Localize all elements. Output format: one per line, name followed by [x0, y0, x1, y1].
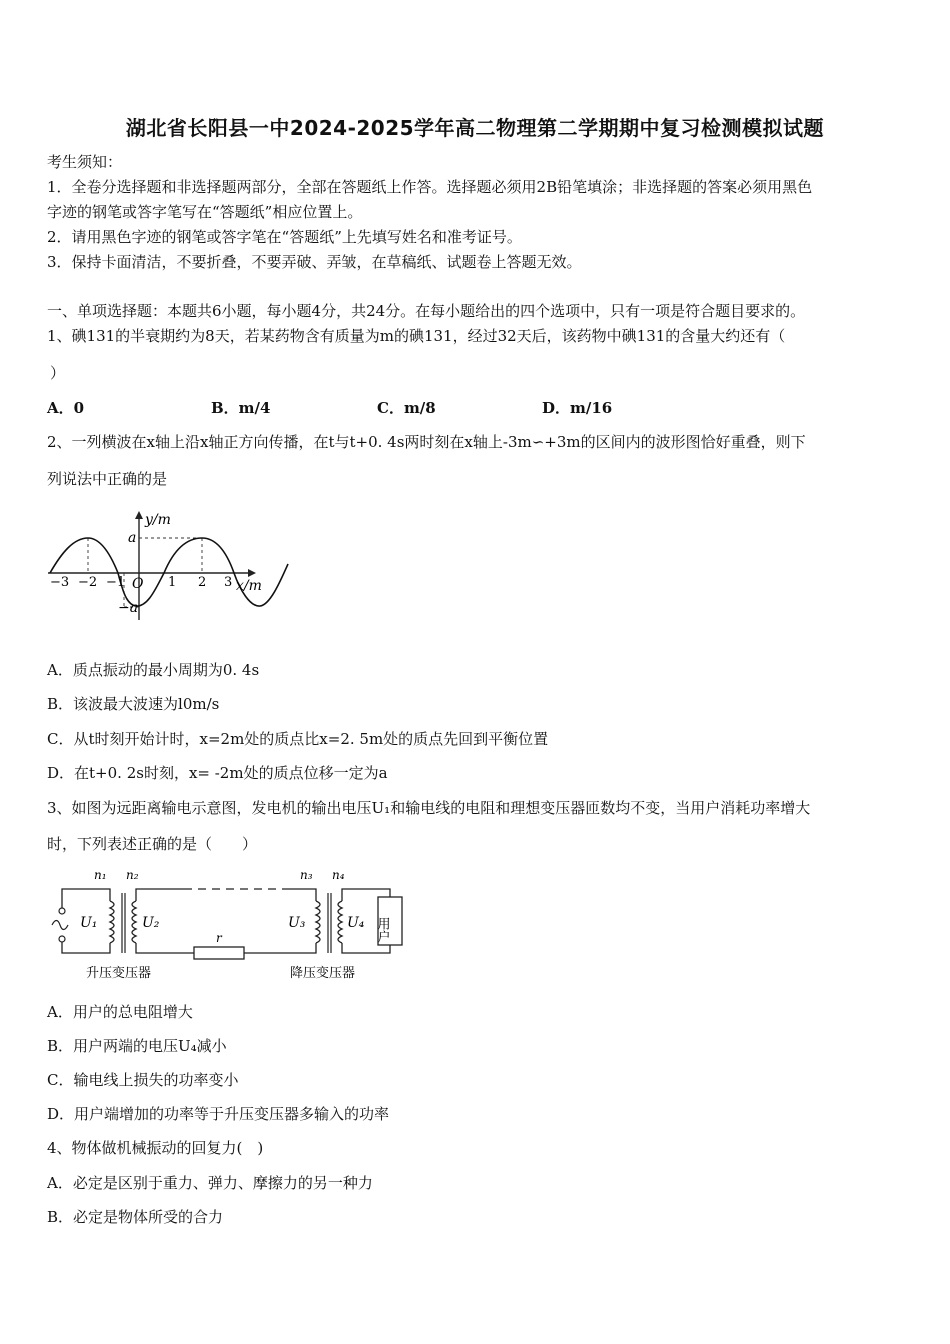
line-wire: [244, 943, 316, 953]
section-heading: 一、单项选择题：本题共6小题，每小题4分，共24分。在每小题给出的四个选项中，只有一项是符合题目要求的。: [47, 302, 806, 320]
tick-label: 3: [224, 575, 233, 590]
q4-option-b[interactable]: B．必定是物体所受的合力: [47, 1208, 224, 1226]
q4-option-a[interactable]: A．必定是区别于重力、弹力、摩擦力的另一种力: [47, 1174, 373, 1192]
q3-stem-line-2: 时，下列表述正确的是（ ）: [47, 835, 258, 853]
q1-option-c[interactable]: C．m/8: [377, 399, 436, 417]
coil-n4-icon: [338, 901, 342, 943]
q2-stem-line-1: 2、一列横波在x轴上沿x轴正方向传播，在t与t+0. 4s两时刻在x轴上-3m∽+3m的区间内的波形图恰好重叠，则下: [47, 433, 806, 451]
q3-stem-line-1: 3、如图为远距离输电示意图，发电机的输出电压U₁和输电线的电阻和理想变压器匝数均不变，当用户消耗功率增大: [47, 799, 811, 817]
terminal-bottom: [59, 936, 65, 942]
q3-option-b[interactable]: B．用户两端的电压U₄减小: [47, 1037, 227, 1055]
line-resistor-icon: [194, 947, 244, 959]
coil-n3-icon: [316, 901, 320, 943]
q1-option-d[interactable]: D．m/16: [542, 399, 613, 417]
primary-wire: [62, 889, 110, 908]
q3-option-a[interactable]: A．用户的总电阻增大: [47, 1003, 193, 1021]
coil-n2-icon: [132, 901, 136, 943]
transmission-figure: [44, 865, 404, 985]
resistance-label: r: [216, 931, 222, 945]
notice-heading: 考生须知：: [47, 153, 123, 171]
primary-wire: [62, 942, 110, 953]
q4-stem: 4、物体做机械振动的回复力( ): [47, 1139, 264, 1157]
tick-label: 2: [198, 575, 207, 590]
q2-option-c[interactable]: C．从t时刻开始计时，x=2m处的质点比x=2. 5m处的质点先回到平衡位置: [47, 730, 549, 748]
u2-label: U₂: [142, 915, 160, 931]
q3-option-d[interactable]: D．用户端增加的功率等于升压变压器多输入的功率: [47, 1105, 390, 1123]
tick-label: 1: [168, 575, 177, 590]
wave-figure: [44, 508, 294, 628]
amplitude-positive-label: a: [128, 530, 137, 546]
line-wire: [136, 889, 184, 901]
ac-source-icon: [52, 921, 68, 930]
step-up-label: 升压变压器: [86, 966, 152, 981]
u1-label: U₁: [80, 915, 98, 931]
q2-stem-line-2: 列说法中正确的是: [47, 470, 168, 488]
q2-option-d[interactable]: D．在t+0. 2s时刻，x= -2m处的质点位移一定为a: [47, 764, 388, 782]
terminal-top: [59, 908, 65, 914]
notice-item-3: 3．保持卡面清洁，不要折叠，不要弄破、弄皱，在草稿纸、试题卷上答题无效。: [47, 253, 582, 271]
x-axis-label: x/m: [236, 578, 262, 594]
y-axis-label: y/m: [145, 512, 171, 528]
n4-label: n₄: [332, 868, 345, 882]
q1-options: [47, 397, 907, 419]
q1-option-a[interactable]: A．0: [47, 399, 85, 417]
tick-label: −1: [106, 575, 126, 590]
coil-n1-icon: [110, 901, 114, 943]
n3-label: n₃: [300, 868, 313, 882]
tick-label: −2: [78, 575, 98, 590]
n2-label: n₂: [126, 868, 139, 882]
line-wire: [290, 889, 316, 901]
origin-label: O: [132, 576, 144, 592]
u3-label: U₃: [288, 915, 306, 931]
notice-item-1-line-1: 1．全卷分选择题和非选择题两部分，全部在答题纸上作答。选择题必须用2B铅笔填涂；非选择题的答案必须用黑色: [47, 178, 813, 196]
amplitude-negative-label: −a: [118, 600, 139, 616]
step-down-label: 降压变压器: [290, 966, 356, 981]
q2-option-b[interactable]: B．该波最大波速为l0m/s: [47, 695, 220, 713]
q2-option-a[interactable]: A．质点振动的最小周期为0. 4s: [47, 661, 260, 679]
n1-label: n₁: [94, 868, 107, 882]
q3-option-c[interactable]: C．输电线上损失的功率变小: [47, 1071, 239, 1089]
user-label: 用户: [374, 917, 390, 943]
tick-label: −3: [50, 575, 70, 590]
line-wire: [136, 943, 194, 953]
page-title: 湖北省长阳县一中2024-2025学年高二物理第二学期期中复习检测模拟试题: [125, 116, 825, 140]
notice-item-2: 2．请用黑色字迹的钢笔或答字笔在“答题纸”上先填写姓名和准考证号。: [47, 228, 522, 246]
q1-stem-line-2: ）: [50, 364, 66, 382]
x-axis-arrow-icon: [248, 569, 256, 577]
q1-option-b[interactable]: B．m/4: [211, 399, 271, 417]
notice-item-1-line-2: 字迹的钢笔或答字笔写在“答题纸”相应位置上。: [47, 203, 363, 221]
q1-stem-line-1: 1、碘131的半衰期约为8天，若某药物含有质量为m的碘131，经过32天后，该药物中碘131的含量大约还有（: [47, 327, 786, 345]
u4-label: U₄: [347, 915, 365, 931]
y-axis-arrow-icon: [135, 511, 143, 519]
